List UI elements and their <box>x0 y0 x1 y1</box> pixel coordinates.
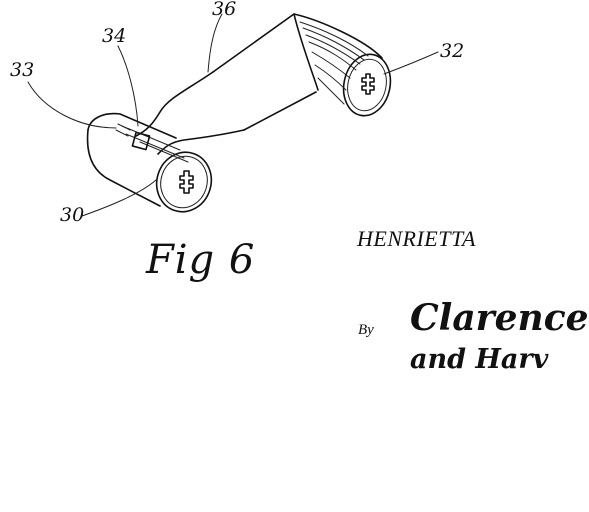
by-label: By <box>358 322 374 338</box>
ref-numeral-32: 32 <box>440 40 465 62</box>
attorney-signature-line-1: Clarence <box>410 297 589 339</box>
ref-numeral-34: 34 <box>102 25 127 47</box>
right-roller <box>213 14 396 130</box>
figure-label: Fig 6 <box>146 237 256 283</box>
attorney-signature-line-2: and Harv <box>410 344 549 375</box>
inventor-name: HENRIETTA <box>357 226 476 251</box>
ref-numeral-33: 33 <box>10 59 35 81</box>
leader-lines <box>28 14 438 216</box>
band <box>136 72 244 154</box>
ref-numeral-36: 36 <box>212 0 237 20</box>
ref-numeral-30: 30 <box>60 204 85 226</box>
left-roller <box>88 114 219 219</box>
